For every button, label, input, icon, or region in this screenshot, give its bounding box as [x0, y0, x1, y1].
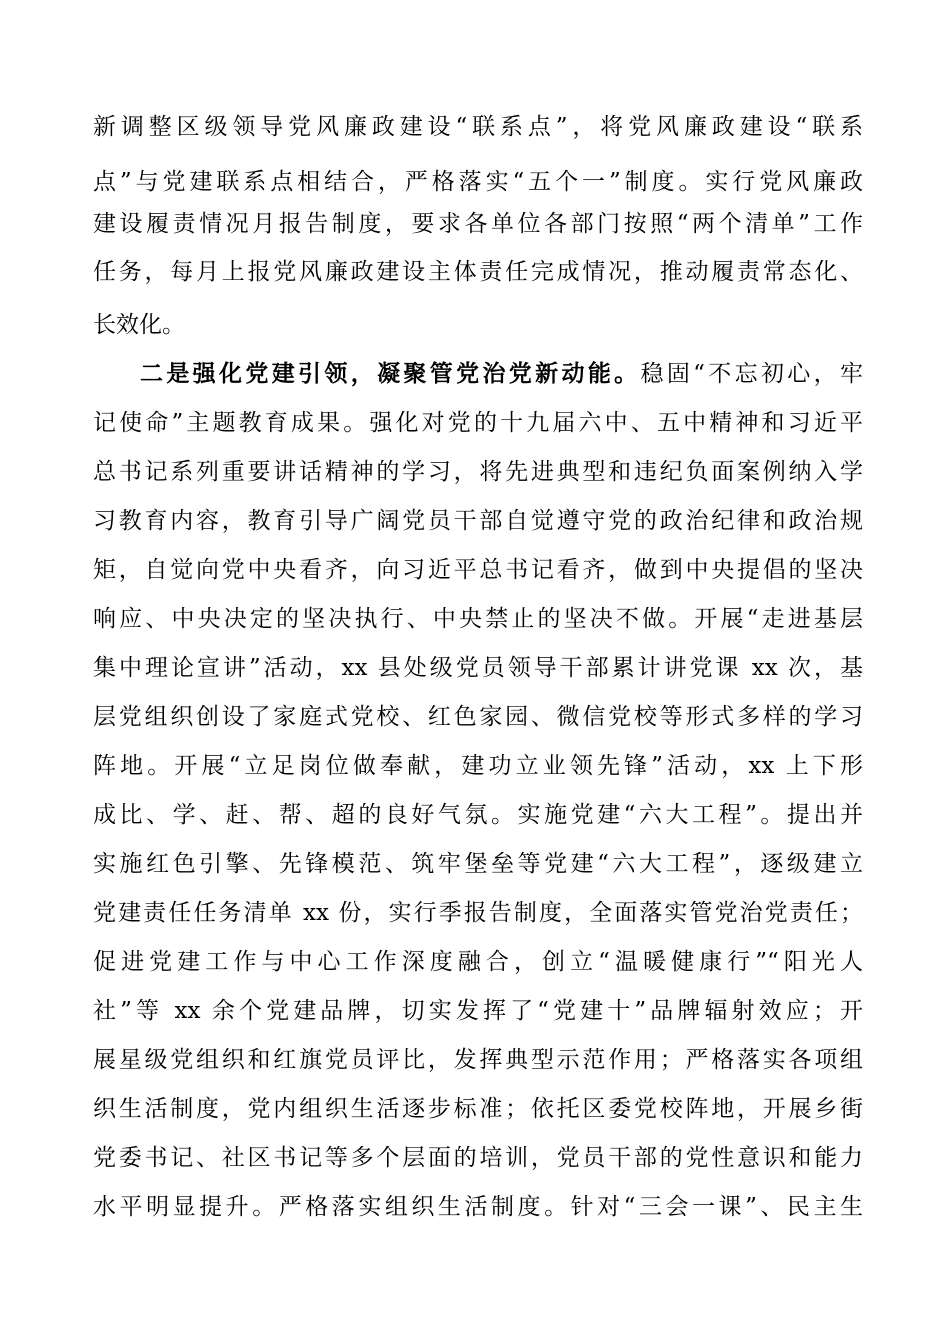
paragraph-1-line-4: 任务，每月上报党风廉政建设主体责任完成情况，推动履责常态化、: [93, 259, 863, 285]
paragraph-1-line-5: 长效化。: [93, 312, 185, 338]
paragraph-2-line-7: 集中理论宣讲”活动，xx 县处级党员领导干部累计讲党课 xx 次，基: [93, 655, 863, 681]
paragraph-1-line-1: 新调整区级领导党风廉政建设“联系点”，将党风廉政建设“联系: [93, 114, 863, 140]
paragraph-1-line-2: 点”与党建联系点相结合，严格落实“五个一”制度。实行党风廉政: [93, 169, 863, 195]
paragraph-2-line-16: 织生活制度，党内组织生活逐步标准；依托区委党校阵地，开展乡街: [93, 1096, 863, 1122]
paragraph-2-line-3: 总书记系列重要讲话精神的学习，将先进典型和违纪负面案例纳入学: [93, 459, 863, 485]
paragraph-2-line-9: 阵地。开展“立足岗位做奉献，建功立业领先锋”活动，xx 上下形: [93, 753, 863, 779]
paragraph-2-line-8: 层党组织创设了家庭式党校、红色家园、微信党校等形式多样的学习: [93, 704, 863, 730]
paragraph-2-line-12: 党建责任任务清单 xx 份，实行季报告制度，全面落实管党治党责任；: [93, 900, 863, 926]
paragraph-2-line-5: 矩，自觉向党中央看齐，向习近平总书记看齐，做到中央提倡的坚决: [93, 557, 863, 583]
paragraph-2-heading: 二是强化党建引领，凝聚管党治党新动能。: [140, 360, 641, 387]
paragraph-2-line-1: [140, 354, 863, 394]
paragraph-1-line-3: 建设履责情况月报告制度，要求各单位各部门按照“两个清单”工作: [93, 211, 863, 237]
paragraph-2-line-2: 记使命”主题教育成果。强化对党的十九届六中、五中精神和习近平: [93, 410, 863, 436]
paragraph-2-line-6: 响应、中央决定的坚决执行、中央禁止的坚决不做。开展“走进基层: [93, 606, 863, 632]
paragraph-2-line-10: 成比、学、赶、帮、超的良好气氛。实施党建“六大工程”。提出并: [93, 802, 863, 828]
paragraph-2-line-15: 展星级党组织和红旗党员评比，发挥典型示范作用；严格落实各项组: [93, 1047, 863, 1073]
paragraph-2-line-11: 实施红色引擎、先锋模范、筑牢堡垒等党建“六大工程”，逐级建立: [93, 851, 863, 877]
paragraph-2-line-18: 水平明显提升。严格落实组织生活制度。针对“三会一课”、民主生: [93, 1194, 863, 1220]
paragraph-2-line-17: 党委书记、社区书记等多个层面的培训，党员干部的党性意识和能力: [93, 1145, 863, 1171]
paragraph-2-line-13: 促进党建工作与中心工作深度融合，创立“温暖健康行”“阳光人: [93, 949, 863, 975]
paragraph-2-line-4: 习教育内容，教育引导广阔党员干部自觉遵守党的政治纪律和政治规: [93, 508, 863, 534]
paragraph-2-line-14: 社”等 xx 余个党建品牌，切实发挥了“党建十”品牌辐射效应；开: [93, 998, 863, 1024]
paragraph-2-first-line-rest: 稳固“不忘初心，牢: [640, 361, 863, 387]
